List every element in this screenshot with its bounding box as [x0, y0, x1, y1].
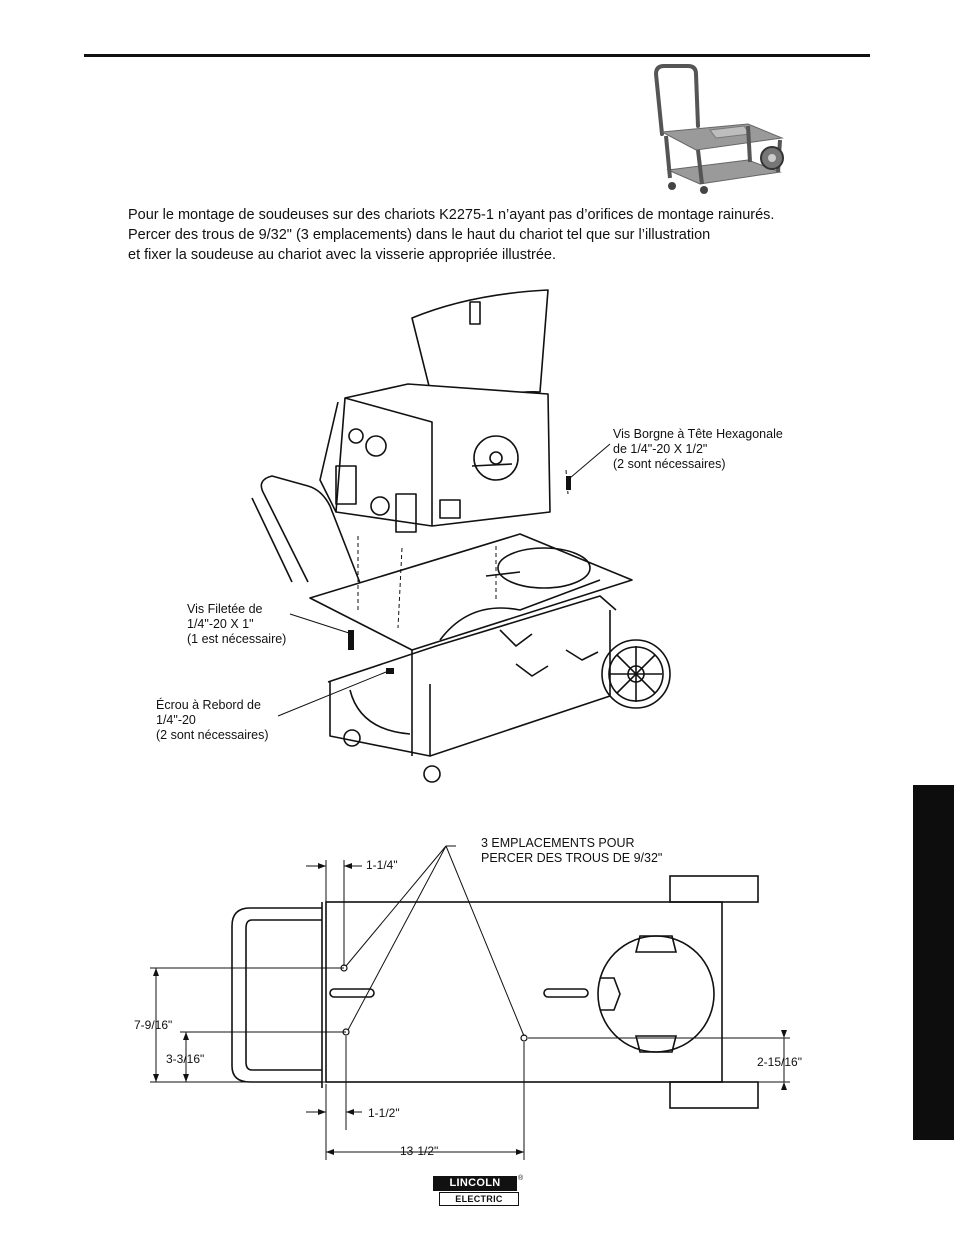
logo-registered-mark: ® — [518, 1175, 524, 1182]
intro-line-3: et fixer la soudeuse au chariot avec la visserie appropriée illustrée. — [128, 247, 556, 263]
logo-top: LINCOLN — [433, 1176, 517, 1191]
callout-hex-screw — [613, 427, 783, 472]
callout-flange-nut-line-1: Écrou à Rebord de — [156, 698, 261, 712]
side-tab — [913, 785, 954, 1140]
cart-plan-drawing — [100, 830, 820, 1170]
holes-label-line-2: PERCER DES TROUS DE 9/32" — [481, 851, 663, 865]
lincoln-electric-logo — [433, 1176, 525, 1208]
callout-thread-screw-line-2: 1/4"-20 X 1" — [187, 617, 254, 631]
callout-hex-screw-line-1: Vis Borgne à Tête Hexagonale — [613, 427, 783, 441]
dim-13-1-2: 13-1/2" — [400, 1144, 439, 1158]
intro-line-2: Percer des trous de 9/32" (3 emplacements) dans le haut du chariot tel que sur l’illustration — [128, 227, 711, 243]
callout-flange-nut-line-3: (2 sont nécessaires) — [156, 728, 269, 742]
callout-hex-screw-line-3: (2 sont nécessaires) — [613, 457, 726, 471]
callout-flange-nut-line-2: 1/4"-20 — [156, 713, 196, 727]
dim-2-15-16: 2-15/16" — [757, 1055, 802, 1069]
intro-line-1: Pour le montage de soudeuses sur des chariots K2275-1 n’ayant pas d’orifices de montage rainurés. — [128, 207, 775, 223]
cart-photo — [648, 60, 790, 196]
callout-flange-nut — [156, 698, 269, 743]
intro-text — [128, 205, 848, 265]
callout-hex-screw-line-2: de 1/4"-20 X 1/2" — [613, 442, 708, 456]
holes-label — [481, 836, 662, 866]
callout-thread-screw — [187, 602, 286, 647]
callout-thread-screw-line-3: (1 est nécessaire) — [187, 632, 287, 646]
dim-1-1-2: 1-1/2" — [368, 1106, 400, 1120]
top-rule — [84, 54, 870, 57]
dim-3-3-16: 3-3/16" — [166, 1052, 205, 1066]
dim-7-9-16: 7-9/16" — [134, 1018, 173, 1032]
dim-1-1-4: 1-1/4" — [366, 858, 398, 872]
logo-bottom: ELECTRIC — [439, 1192, 519, 1206]
holes-label-line-1: 3 EMPLACEMENTS POUR — [481, 836, 635, 850]
callout-thread-screw-line-1: Vis Filetée de — [187, 602, 263, 616]
